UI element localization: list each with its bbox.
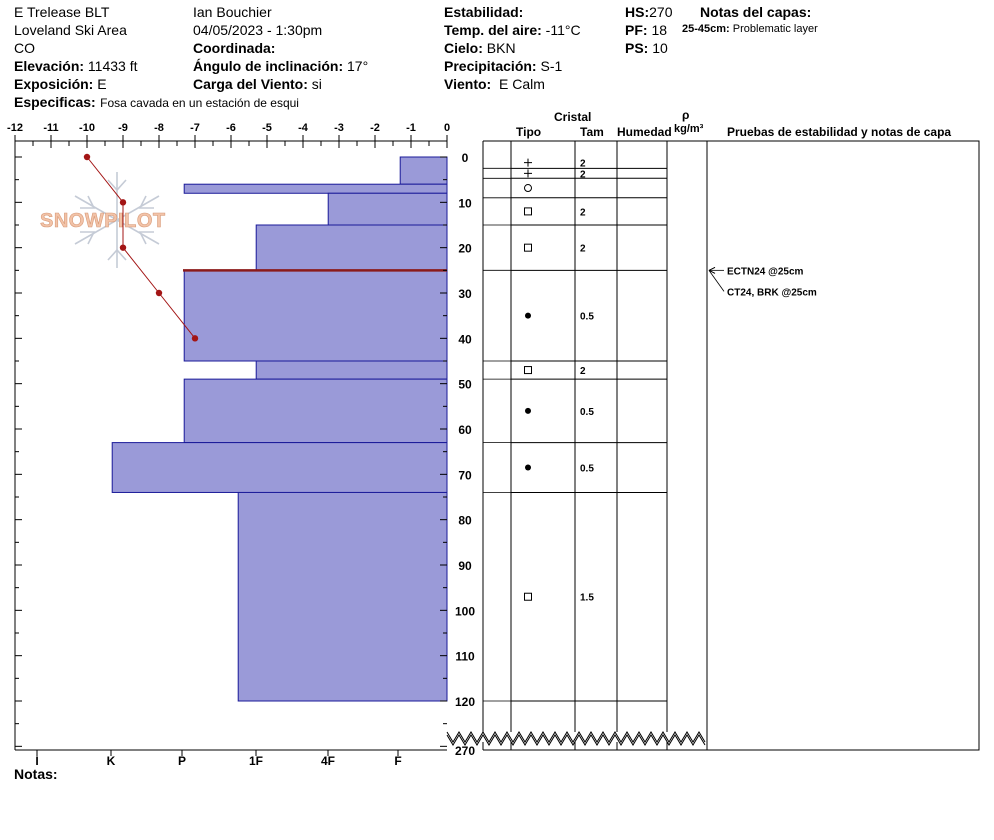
hardness-tick-label: P (177, 754, 187, 768)
size-header: Tam (580, 125, 604, 139)
pf-value: 18 (651, 22, 668, 38)
depth-tick-label: 100 (454, 604, 476, 619)
crystal-table (447, 141, 979, 750)
elevation-value: 11433 ft (87, 58, 138, 74)
crystal-header: Cristal (554, 110, 592, 124)
area-name: Loveland Ski Area (14, 22, 127, 38)
crystal-square-symbol (525, 593, 532, 600)
crystal-size-value: 2 (580, 169, 586, 181)
hardness-tick-label: K (106, 754, 116, 768)
temperature-profile (84, 154, 198, 342)
exposure-label: Exposición: (14, 76, 94, 92)
hs-label: HS: (625, 4, 650, 20)
layer-notes-label: Notas del capas: (700, 4, 812, 20)
coordinate-label: Coordinada: (193, 40, 276, 56)
depth-tick-label: 110 (455, 649, 475, 664)
state-name: CO (14, 40, 35, 56)
wind-load-label: Carga del Viento: (193, 76, 308, 92)
sky-label: Cielo: (444, 40, 483, 56)
hardness-tick-label: 1F (248, 754, 264, 768)
ps-value: 10 (652, 40, 668, 56)
elevation-label: Elevación: (14, 58, 85, 74)
temp-tick-label: -1 (406, 122, 416, 134)
slope-value: 17° (347, 58, 369, 74)
total-depth-label: 270 (454, 744, 476, 758)
crystal-size-value: 2 (580, 207, 586, 219)
stability-test-label: CT24, BRK @25cm (727, 287, 817, 299)
temp-tick-label: -12 (7, 122, 23, 134)
depth-tick-label: 120 (454, 695, 476, 709)
temperature-line (87, 157, 195, 338)
crystal-dot-symbol (525, 313, 531, 319)
temperature-point (192, 335, 198, 341)
temp-tick-label: -9 (118, 122, 128, 134)
air-temp-value: -11°C (545, 22, 581, 38)
crystal-square-symbol (525, 367, 532, 374)
depth-tick-label: 70 (458, 468, 472, 483)
hardness-tick-label: F (394, 754, 402, 768)
hardness-bars (112, 157, 447, 701)
temp-tick-label: -4 (298, 122, 308, 134)
precip-label: Precipitación: (444, 58, 537, 74)
hardness-bar (328, 193, 447, 225)
crystal-square-symbol (525, 244, 532, 251)
crystal-size-value: 2 (580, 366, 586, 378)
crystal-size-value: 2 (580, 158, 586, 170)
temperature-point (120, 244, 126, 250)
stability-tests (709, 266, 817, 298)
crystal-size-value: 1.5 (580, 592, 594, 604)
temp-tick-label: -10 (79, 122, 95, 134)
hardness-bar (184, 270, 447, 361)
temp-tick-label: -8 (154, 122, 164, 134)
hardness-bar (256, 361, 447, 379)
location-name: E Trelease BLT (14, 4, 110, 20)
humidity-header: Humedad (617, 125, 672, 139)
notes-label: Notas: (14, 766, 58, 782)
snowpilot-watermark (40, 172, 166, 268)
depth-tick-label: 50 (458, 377, 472, 392)
hardness-bar (238, 492, 447, 701)
crystal-size-value: 2 (580, 243, 586, 255)
crystal-circle-symbol (525, 185, 532, 192)
wind-load-value: si (311, 76, 322, 92)
specifics-label: Especificas: (14, 94, 96, 110)
depth-tick-label: 80 (458, 513, 472, 528)
crystal-plus-symbol (524, 159, 532, 167)
temp-tick-label: -11 (43, 122, 59, 134)
hardness-tick-label: I (35, 754, 39, 768)
depth-tick-label: 90 (458, 559, 472, 573)
stability-label: Estabilidad: (444, 4, 524, 20)
hardness-tick-label: 4F (320, 754, 336, 768)
tests-panel-frame (707, 141, 979, 750)
crystal-dot-symbol (525, 465, 531, 471)
exposure-value: E (97, 76, 107, 92)
rho-header: ρ (682, 108, 690, 122)
temp-tick-label: -3 (334, 122, 344, 134)
slope-label: Ángulo de inclinación: (193, 58, 344, 74)
crystal-plus-symbol (524, 169, 532, 177)
depth-tick-label: 20 (458, 241, 472, 256)
wind-label: Viento: (444, 76, 492, 92)
wind-value: E Calm (498, 76, 545, 92)
watermark-text: SNOWPILOT (40, 210, 166, 232)
temp-tick-label: -7 (190, 122, 200, 134)
crystal-dot-symbol (525, 408, 531, 414)
specifics-value: Fosa cavada en un estación de esqui (100, 96, 299, 110)
hardness-bar (256, 225, 447, 270)
density-unit-header: kg/m³ (674, 123, 704, 135)
tests-header: Pruebas de estabilidad y notas de capa (727, 125, 952, 139)
test-pointer-line (709, 270, 724, 291)
depth-tick-label: 30 (458, 287, 472, 301)
crystal-size-value: 0.5 (580, 406, 594, 418)
temp-tick-label: -6 (226, 122, 236, 134)
crystal-size-value: 0.5 (580, 311, 594, 323)
observation-datetime: 04/05/2023 - 1:30pm (193, 22, 323, 38)
temp-tick-label: -5 (262, 122, 272, 134)
temp-tick-label: -2 (370, 122, 380, 134)
hardness-bar (184, 184, 447, 193)
type-header: Tipo (516, 125, 542, 139)
hardness-bar (400, 157, 447, 184)
hs-value: 270 (649, 4, 673, 20)
stability-test-label: ECTN24 @25cm (727, 266, 804, 278)
hardness-bar (184, 379, 447, 442)
precip-value: S-1 (540, 58, 563, 74)
depth-tick-label: 60 (458, 423, 472, 437)
observer-name: Ian Bouchier (193, 4, 272, 20)
layer-note-range: 25-45cm: (682, 23, 730, 35)
temperature-point (156, 290, 162, 296)
temperature-point (84, 154, 90, 160)
hardness-bar (112, 443, 447, 493)
ps-label: PS: (625, 40, 649, 56)
layer-note-text: Problematic layer (732, 23, 818, 35)
depth-tick-label: 40 (458, 332, 472, 347)
crystal-square-symbol (525, 208, 532, 215)
temp-tick-label: 0 (443, 122, 451, 134)
crystal-size-value: 0.5 (580, 463, 594, 475)
pf-label: PF: (625, 22, 648, 38)
sky-value: BKN (486, 40, 516, 56)
air-temp-label: Temp. del aire: (444, 22, 542, 38)
depth-tick-label: 0 (461, 151, 469, 165)
depth-tick-label: 10 (458, 196, 472, 211)
temperature-point (120, 199, 126, 205)
